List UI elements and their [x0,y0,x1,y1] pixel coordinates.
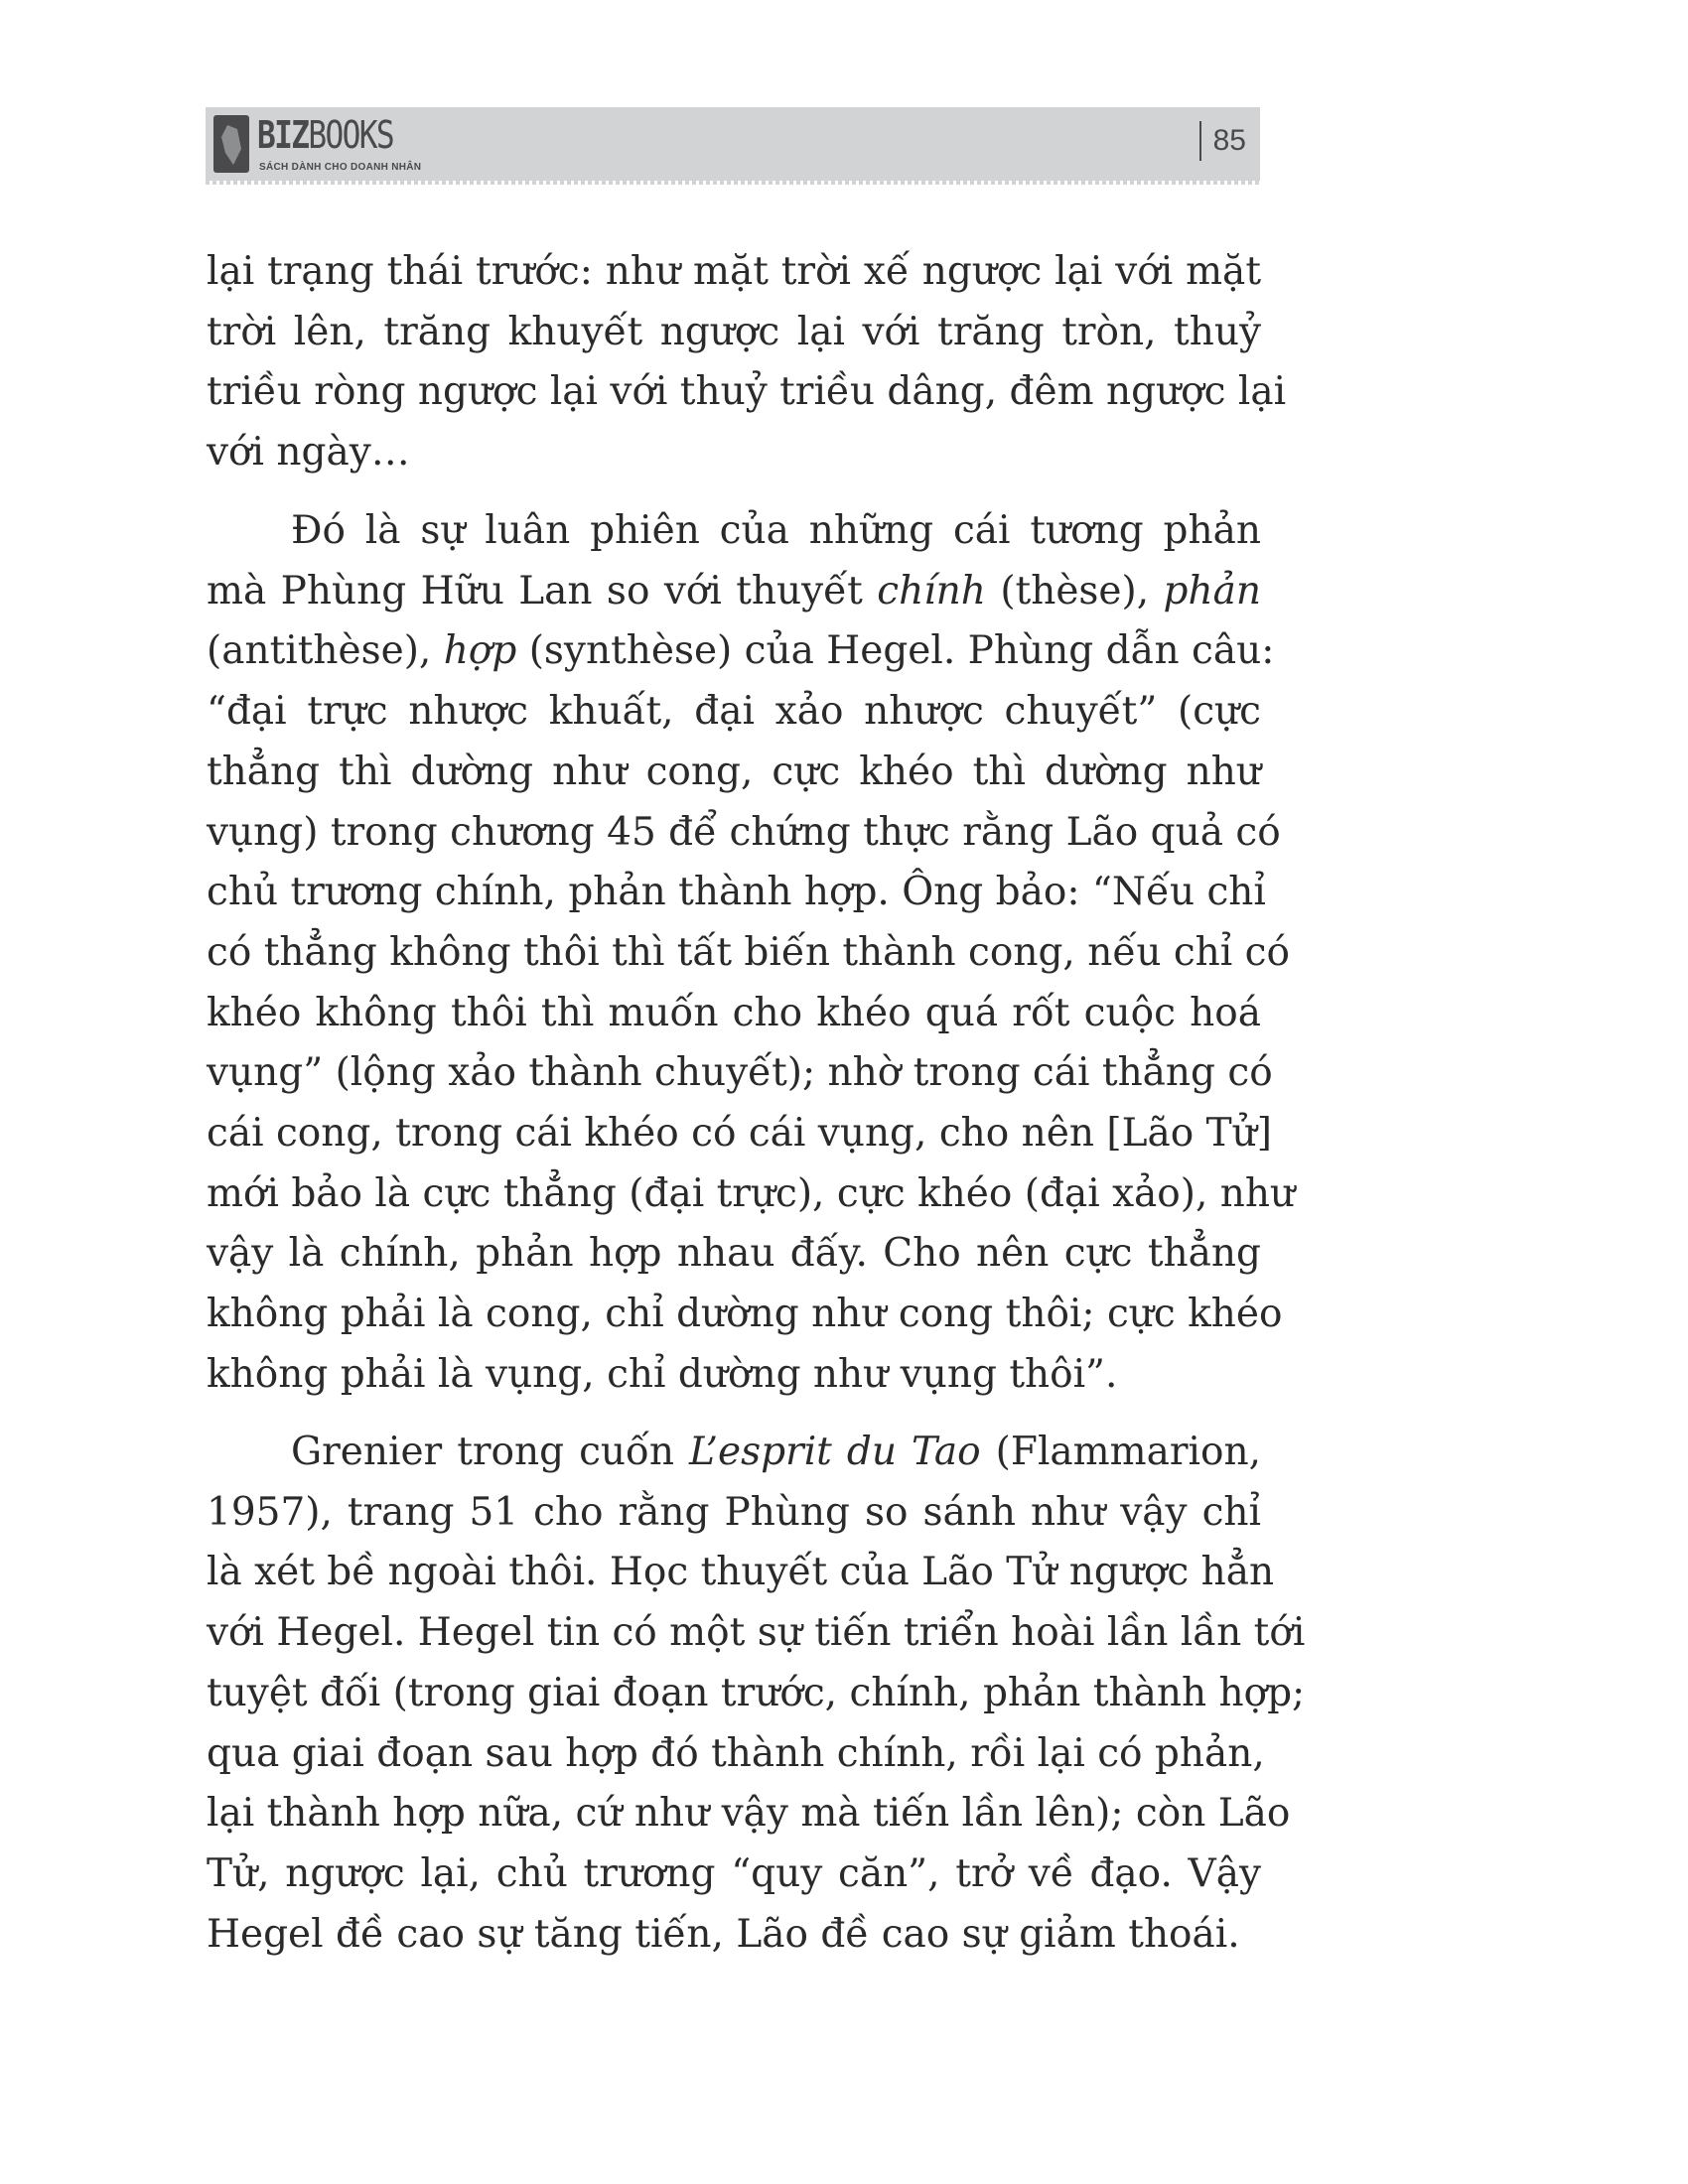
brand-name [257,113,393,157]
page-number: 85 [1199,121,1246,161]
text-line: lại trạng thái trước: như mặt trời xế ngược lại với mặt [207,249,1261,294]
text-line: không phải là cong, chỉ dường như cong thôi; cực khéo [207,1292,1283,1337]
text-line: với Hegel. Hegel tin có một sự tiến triển hoài lần lần tới [207,1610,1306,1656]
text-line: vụng” (lộng xảo thành chuyết); nhờ trong cái thẳng có [207,1050,1273,1096]
text-line: không phải là vụng, chỉ dường như vụng thôi”. [207,1351,1118,1397]
text-line: chủ trương chính, phản thành hợp. Ông bảo: “Nếu chỉ [207,870,1266,915]
text-line: qua giai đoạn sau hợp đó thành chính, rồi lại có phản, [207,1730,1265,1776]
page-header [206,107,1260,181]
paragraph-3 [207,1423,1306,1965]
text-line: vậy là chính, phản hợp nhau đấy. Cho nên cực thẳng [207,1231,1261,1277]
text-line: (antithèse), hợp (synthèse) của Hegel. Phùng dẫn câu: [207,628,1275,674]
text-line: mới bảo là cực thẳng (đại trực), cực khéo (đại xảo), như [207,1170,1296,1216]
text-line: thẳng thì dường như cong, cực khéo thì dường như [207,749,1261,794]
text-line: là xét bề ngoài thôi. Học thuyết của Lão Tử ngược hẳn [207,1550,1275,1595]
brand-bold: BIZ [257,113,309,157]
brand-tagline: SÁCH DÀNH CHO DOANH NHÂN [259,162,422,173]
text-line: 1957), trang 51 cho rằng Phùng so sánh như vậy chỉ [207,1489,1261,1535]
text-line: cái cong, trong cái khéo có cái vụng, cho nên [Lão Tử] [207,1111,1272,1157]
text-line: có thẳng không thôi thì tất biến thành cong, nếu chỉ có [207,929,1290,975]
text-line: mà Phùng Hữu Lan so với thuyết chính (thèse), phản [207,568,1261,614]
text-line: Grenier trong cuốn L’esprit du Tao (Flammarion, [291,1430,1262,1474]
paragraph-2 [207,501,1296,1406]
text-line: trời lên, trăng khuyết ngược lại với trăng tròn, thuỷ [207,309,1261,354]
text-line: “đại trực nhược khuất, đại xảo nhược chuyết” (cực [207,689,1261,735]
text-line: tuyệt đối (trong giai đoạn trước, chính, phản thành hợp; [207,1670,1306,1715]
text-line: với ngày… [207,430,410,476]
text-line: Hegel đề cao sự tăng tiến, Lão đề cao sự giảm thoái. [207,1911,1240,1957]
brand-light: BOOKS [308,113,393,157]
text-line: lại thành hợp nữa, cứ như vậy mà tiến lần lên); còn Lão [207,1791,1291,1837]
text-line: triều ròng ngược lại với thuỷ triều dâng, đêm ngược lại [207,369,1287,415]
bizbooks-logo-icon [213,115,249,173]
paragraph-1 [207,242,1287,483]
text-line: vụng) trong chương 45 để chứng thực rằng Lão quả có [207,809,1281,855]
text-line: Tử, ngược lại, chủ trương “quy căn”, trở về đạo. Vậy [207,1850,1261,1896]
text-line: Đó là sự luân phiên của những cái tương phản [291,508,1261,553]
text-line: khéo không thôi thì muốn cho khéo quá rốt cuộc hoá [207,990,1261,1035]
